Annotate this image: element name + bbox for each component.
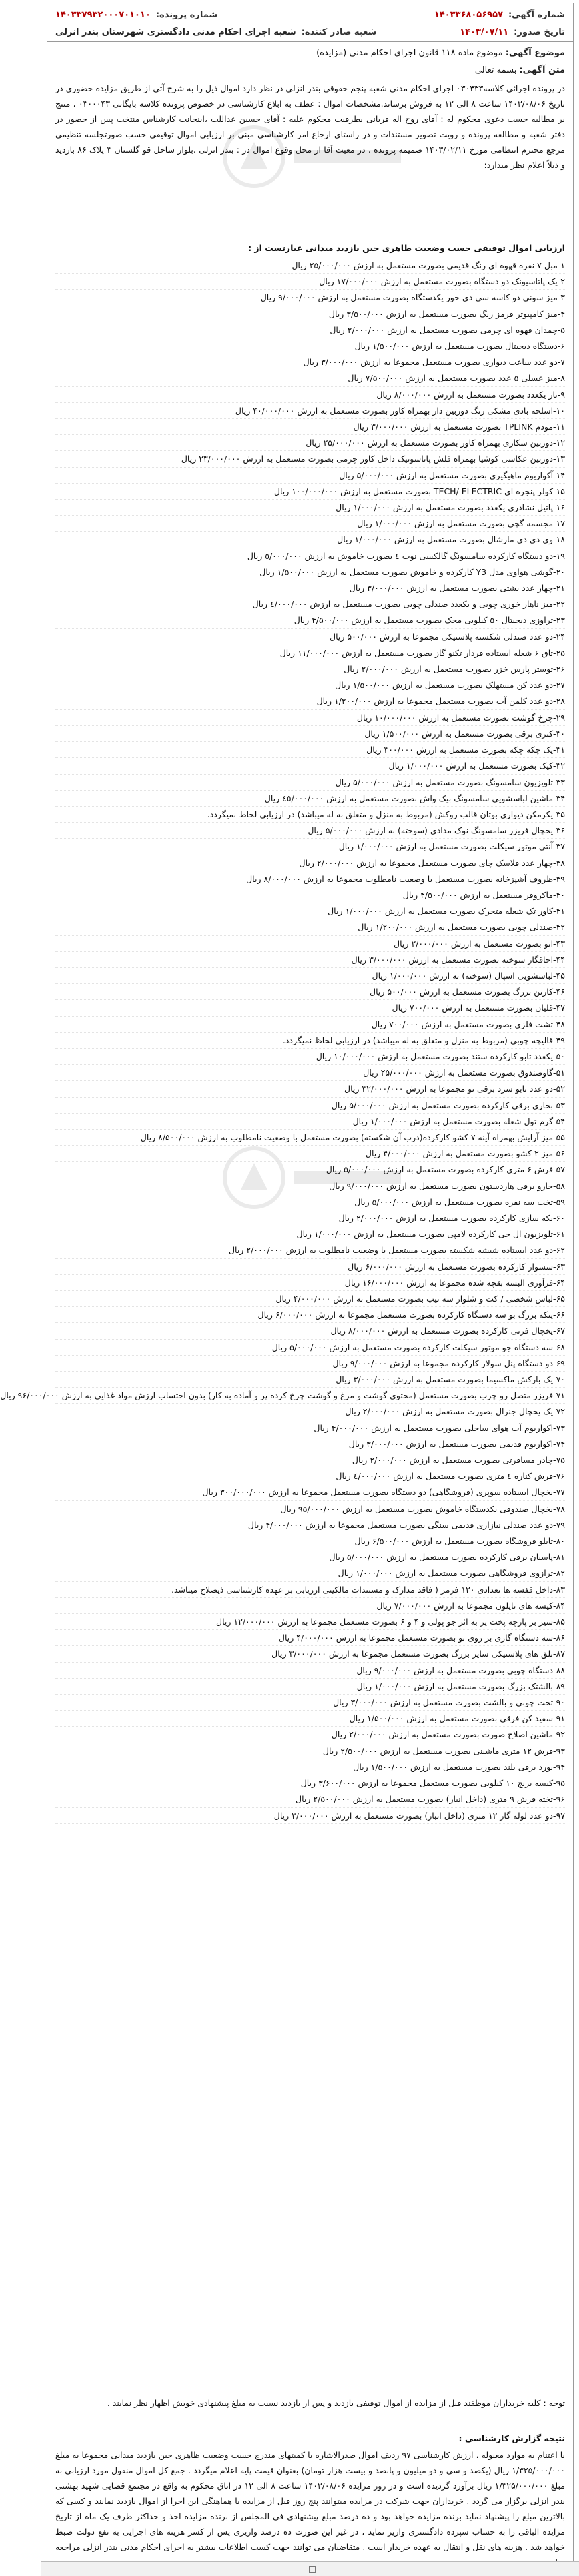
item-row: ۶۴-فرآوری البسه بقچه شده مجموعا به ارزش ۱۶/۰۰۰/۰۰۰ ریال — [55, 1275, 565, 1291]
item-row: ۱۲-دوربین شکاری بهمراه کاور بصورت مستعمل به ارزش ۲۵/۰۰۰/۰۰۰ ریال — [55, 435, 565, 451]
item-row: ۴۱-کاور تک شعله متحرک بصورت مستعمل به ارزش ۱/۰۰۰/۰۰۰ ریال — [55, 903, 565, 919]
item-row: ۳۰-کتری برقی بصورت مستعمل به ارزش ۱/۵۰۰/۰۰۰ ریال — [55, 726, 565, 742]
item-row: ۲۸-دو عدد کلمن آب بصورت مستعمل مجموعا به ارزش ۱/۲۰۰/۰۰۰ ریال — [55, 693, 565, 709]
item-row: ۸۷-تلق های پلاستیکی سایز بزرگ بصورت مستعمل مجموعا به ارزش ۳/۰۰۰/۰۰۰ ریال — [55, 1646, 565, 1662]
item-row: ۴۷-قلیان بصورت مستعمل به ارزش ۷۰۰/۰۰۰ ریال — [55, 1000, 565, 1016]
report-paragraph: با اعتنام به موارد معنوله ، ارزش کارشناسی ۹۷ ردیف اموال صدرالاشاره با کمیتهای مندرج حسب وضعیت ظاهری حین بازدید میدانی مجموعا به مبلغ ۱/۳۲۵/۰۰۰/۰۰۰ ریال (یکصد و سی و دو میلیون و پانصد و بیست هزار تومان) بعنوان قیمت پایه اعلام میگردد . جمع کل اموال منقول مورد ارزیابی به مبلغ ۱/۳۲۵/۰۰۰/۰۰۰ ریال برآورد گردیده است و در روز مزایده ۱۴۰۳/۰۸/۰۶ ساعت ۸ الی ۱۲ در اتاق محکوم به واقع در مجتمع قضایی شهید بهشتی بندر انزلی برگزار می گردد . خریداران جهت شرکت در مزایده میتوانند پنج روز قبل از مزایده با هماهنگی این اجرا از اموال بازدید نمایند و کسی که بالاترین مبلغ را پیشنهاد نماید برنده مزایده خواهد بود و ده درصد مبلغ پیشنهادی فی المجلس از برنده مزایده اخذ و حداکثر ظرف یک ماه از تاریخ مزایده الباقی را به حساب سپرده دادگستری واریز نماید ، در غیر این صورت ده درصد واریزی پس از کسر هزینه های اجرایی به نفع دولت ضبط خواهد شد . هزینه های نقل و انتقال به عهده خریدار است . متقاضیان می توانند جهت کسب اطلاعات بیشتر به اجرای احکام مدنی بندر انزلی مراجعه — [55, 2450, 566, 2552]
item-row: ۶-دستگاه دیجیتال بصورت مستعمل به ارزش ۱/۵۰۰/۰۰۰ ریال — [55, 338, 565, 354]
notice-header — [47, 3, 573, 42]
item-row: ۸۳-داخل قفسه ها تعدادی ۱۲۰ فرمز ( فاقد مدارک و مستندات مالکیتی ارزیابی بر عهده کارشناسی ذیصلاح میباشد. — [55, 1582, 565, 1598]
notice-text-label: متن آگهی: بسمه تعالی — [474, 65, 565, 75]
item-row: ۴۴-اجاقگاز سوخته بصورت مستعمل به ارزش ۳/۰۰۰/۰۰۰ ریال — [55, 952, 565, 968]
item-row: ۴۹-قالیچه چوبی (مربوط به منزل و متعلق به له میباشد) در ارزیابی لحاظ نمیگردد. — [55, 1033, 565, 1049]
item-row: ۳۹-ظروف آشپزخانه بصورت مستعمل با وضعیت نامطلوب مجموعا به ارزش ۸/۰۰۰/۰۰۰ ریال — [55, 871, 565, 887]
item-row: ۹۳-فرش ۱۲ متری ماشینی بصورت مستعمل به ارزش ۲/۵۰۰/۰۰۰ ریال — [55, 1743, 565, 1759]
item-row: ۶۳-سشوار کارکرده بصورت مستعمل به ارزش ۶/۰۰۰/۰۰۰ ریال — [55, 1259, 565, 1275]
item-row: ۶۷-یخچال فرنی کارکرده بصورت مستعمل به ارزش ۸/۰۰۰/۰۰۰ ریال — [55, 1323, 565, 1339]
item-row: ۱۱-مودم TPLINK بصورت مستعمل به ارزش ۳/۰۰۰/۰۰۰ ریال — [55, 419, 565, 435]
item-row: ۹۱-سفید کن فرقی بصورت مستعمل به ارزش ۱/۵۰۰/۰۰۰ ریال — [55, 1711, 565, 1727]
issuing-branch: شعبه صادر کننده: شعبه اجرای احکام مدنی دادگستری شهرستان بندر انزلی — [55, 27, 377, 37]
item-row: ۴۳-اتو بصورت مستعمل به ارزش ۲/۰۰۰/۰۰۰ ریال — [55, 936, 565, 952]
item-row: ۸۰-تابلو فروشگاه بصورت مستعمل به ارزش ۶/۵۰۰/۰۰۰ ریال — [55, 1533, 565, 1549]
item-row: ۲۹-چرخ گوشت بصورت مستعمل به ارزش ۱۰/۰۰۰/۰۰۰ ریال — [55, 710, 565, 726]
issue-date: تاریخ صدور: ۱۴۰۳/۰۷/۱۱ — [460, 27, 565, 37]
item-row: ۲۷-دو عدد کن مستهلک بصورت مستعمل به ارزش ۱/۵۰۰/۰۰۰ ریال — [55, 677, 565, 693]
item-row: ۱۵-کولر پنجره ای TECH/ ELECTRIC بصورت مستعمل به ارزش ۱۰۰/۰۰۰/۰۰۰ ریال — [55, 484, 565, 500]
item-row: ۱۰-اسلحه بادی مشکی رنگ دوربین دار بهمراه کاور بصورت مستعمل به ارزش ۴۰/۰۰۰/۰۰۰ ریال — [55, 403, 565, 419]
item-row: ۷۵-چادر مسافرتی بصورت مستعمل به ارزش ۲/۰۰۰/۰۰۰ ریال — [55, 1452, 565, 1468]
item-row: ۳۵-یکرمکن دیواری بوتان قالب روکش (مربوط به منزل و متعلق به له میباشد) در ارزیابی لحاظ نمیگردد. — [55, 807, 565, 823]
item-row: ۹۵-کیسه برنج ۱۰ کیلویی بصورت مستعمل مجموعا به ارزش ۳/۶۰۰/۰۰۰ ریال — [55, 1775, 565, 1791]
item-row: ۵۷-فرش ۶ متری کارکرده بصورت مستعمل به ارزش ۵/۰۰۰/۰۰۰ ریال — [55, 1162, 565, 1178]
items-list — [0, 258, 565, 1824]
item-row: ۹۶-تخته فرش ۹ متری (داخل انبار) بصورت مستعمل به ارزش ۲/۵۰۰/۰۰۰ ریال — [55, 1791, 565, 1807]
item-row: ۳۱-یک چکه چکه بصورت مستعمل به ارزش ۳۰۰/۰۰۰ ریال — [55, 742, 565, 758]
intro-paragraph: در پرونده اجرائی کلاسه۰۳۰۴۳۳ اجرای احکام مدنی شعبه پنجم حقوقی بندر انزلی در نظر دارد اموال ذیل را به شرح آتی از طریق مزایده حضوری در تاریخ ۱۴۰۳/۰۸/۰۶ ساعت ۸ الی ۱۲ به فروش برساند.مشخصات اموال : عطف به ابلاغ کارشناسی در خصوص پرونده کلاسه بایگانی ۰۳۰۰۰۴۳ ، منتج بر مطالبه حسب دعوی محکوم له : آقای روح اله قربانی بطرفیت محکوم علیه : آقای حسین عداللت ،اینجانب کارشناس منتخب پس از حضور در دفتر شعبه و مطالعه پرونده و رویت تصویر مستندات و در راستای ارجاع امر کارشناسی مبنی بر ارزیابی اموال توقیفی حسب صورتجلسه تنظیمی مرجع محترم انتظامی مورخ ۱۴۰۳/۰۲/۱۱ ضمیمه پرونده ، در معیت آقا از محل وقوع اموال در : بندر انزلی ،بلوار ساحل قو گلستان ۳ پلاک ۸۶ بازدید و ذیلاً اعلام نظر میدارد: — [55, 83, 566, 170]
item-row: ۳۸-چهار عدد فلاسک چای بصورت مستعمل مجموعا به ارزش ۲/۰۰۰/۰۰۰ ریال — [55, 855, 565, 871]
item-row: ۸۴-کیسه های نایلون مجموعا به ارزش ۷/۰۰۰/۰۰۰ ریال — [55, 1598, 565, 1614]
item-row: ۷۹-دو عدد صندلی نیازاری قدیمی سنگی بصورت مستعمل مجموعا به ارزش ۴/۰۰۰/۰۰۰ ریال — [55, 1517, 565, 1533]
item-row: ۳۲-کیک بصورت مستعمل به ارزش ۱/۰۰۰/۰۰۰ ریال — [55, 758, 565, 774]
page-footer — [41, 2561, 579, 2576]
item-row: ۷۰-یک بارکش ماکسیما بصورت مستعمل به ارزش ۳/۰۰۰/۰۰۰ ریال — [55, 1372, 565, 1388]
item-row: ۸۲-ترازوی فروشگاهی بصورت مستعمل به ارزش ۱/۰۰۰/۰۰۰ ریال — [55, 1565, 565, 1581]
item-row: ۸۵-سیر بر پارچه پخت پر به اثر جو پولی و ۴ و ۶ بصورت مستعمل مجموعا به ارزش ۱۲/۰۰۰/۰۰۰ ریال — [55, 1614, 565, 1630]
item-row: ۳۳-تلویزیون سامسونگ بصورت مستعمل به ارزش ۵/۰۰۰/۰۰۰ ریال — [55, 775, 565, 791]
item-row: ۳-میز سونی دو کاسه سی دی خور یکدستگاه بصورت مستعمل به ارزش ۹/۰۰۰/۰۰۰ ریال — [55, 290, 565, 306]
item-row: ۵۳-بخاری برقی کارکرده بصورت مستعمل به ارزش ۵/۰۰۰/۰۰۰ ریال — [55, 1098, 565, 1114]
item-row: ۹۲-ماشین اصلاح صورت بصورت مستعمل به ارزش ۲/۰۰۰/۰۰۰ ریال — [55, 1727, 565, 1743]
ad-number: شماره آگهی: ۱۴۰۳۳۶۸۰۵۶۹۵۷ — [434, 9, 565, 20]
item-row: ۲۶-توستر پارس خزر بصورت مستعمل به ارزش ۲/۰۰۰/۰۰۰ ریال — [55, 661, 565, 677]
item-row: ۵۸-جارو برقی هاردستون بصورت مستعمل به ارزش ۹/۰۰۰/۰۰۰ ریال — [55, 1178, 565, 1194]
item-row: ۵۹-تخت سه نفره بصورت مستعمل به ارزش ۵/۰۰۰/۰۰۰ ریال — [55, 1194, 565, 1210]
item-row: ۶۵-لباس شخصی / کت و شلوار سه تیپ بصورت مستعمل به ارزش ۴/۰۰۰/۰۰۰ ریال — [55, 1291, 565, 1307]
item-row: ۲۲-میز ناهار خوری چوبی و یکعدد صندلی چوبی بصورت مستعمل به ارزش ٤/٠٠٠/٠٠٠ ریال — [55, 596, 565, 612]
item-row: ۶۱-تلویزیون ال جی کارکرده لامپی بصورت مستعمل به ارزش ۱/۰۰۰/۰۰۰ ریال — [55, 1226, 565, 1242]
reference-number: شماره پرونده: ۱۴۰۳۳۷۹۳۲۰۰۰۷۰۱۰۱۰ — [55, 9, 218, 20]
item-row: ۵۱-گاوصندوق بصورت مستعمل به ارزش ۲۵/۰۰۰/۰۰۰ ریال — [55, 1065, 565, 1081]
item-row: ۲۳-تراوزی دیجیتال ۵۰ کیلویی محک بصورت مستعمل به ارزش ۴/۵۰۰/۰۰۰ ریال — [55, 612, 565, 628]
item-row: ۶۰-یکه سازی کارکرده بصورت مستعمل به ارزش ۲/۰۰۰/۰۰۰ ریال — [55, 1210, 565, 1226]
item-row: ۹۰-تخت چوبی و بالشت بصورت مستعمل به ارزش ۳/۰۰۰/۰۰۰ ریال — [55, 1695, 565, 1711]
item-row: ۴۸-تشت فلزی بصورت مستعمل به ارزش ۷۰۰/۰۰۰ ریال — [55, 1017, 565, 1033]
item-row: ۶۶-پنکه بزرگ بو سه دستگاه کارکرده بصورت مستعمل مجموعا به ارزش ۶/۰۰۰/۰۰۰ ریال — [55, 1307, 565, 1323]
item-row: ۶۹-دو دستگاه پنل سولار کارکرده مجموعا به ارزش ۹/۰۰۰/۰۰۰ ریال — [55, 1356, 565, 1372]
item-row: ۶۲-دو عدد ایستاده شیشه شکسته بصورت مستعمل با وضعیت نامطلوب به ارزش ۲/۰۰۰/۰۰۰ ریال — [55, 1242, 565, 1258]
item-row: ۷۶-فرش کناره ٤ متری بصورت مستعمل به ارزش ٤/٠٠٠/٠٠٠ ریال — [55, 1468, 565, 1484]
item-row: ۷۸-یخچال صندوقی بکدستگاه خاموش بصورت مستعمل به ارزش ۹۵/۰۰۰/۰۰۰ ریال — [55, 1501, 565, 1517]
buyer-note: توجه : کلیه خریداران موظفند قبل از مزایده از اموال توقیفی بازدید و پس از بازدید نسبت به مبلغ پیشنهادی خویش اظهار نظر نمایند . — [107, 2398, 565, 2408]
item-row: ۳۶-یخچال فریزر سامسونگ نوک مدادی (سوخته) به ارزش ۵/۰۰۰/۰۰۰ ریال — [55, 823, 565, 839]
item-row: ۶۸-سه دستگاه جو موتور سیکلت کارکرده بصورت مستعمل به ارزش ۵/۰۰۰/۰۰۰ ریال — [55, 1340, 565, 1356]
item-row: ۸۹-بالشتک بزرگ بصورت مستعمل به ارزش ۱/۰۰۰/۰۰۰ ریال — [55, 1679, 565, 1695]
item-row: ۷۳-اکواریوم آب هوای ساحلی بصورت مستعمل به ارزش ۴/۰۰۰/۰۰۰ ریال — [55, 1420, 565, 1436]
item-row: ۷۷-یخچال ایستاده سوپری (فروشگاهی) دو دستگاه بصورت مستعمل مجموعا به ارزش ۳۰۰/۰۰۰/۰۰۰ ریال — [55, 1484, 565, 1500]
item-row: ۴۰-ماکروفر مستعمل به ارزش ۴/۵۰۰/۰۰۰ ریال — [55, 887, 565, 903]
item-row: ۳۷-آنتی موتور سیکلت بصورت مستعمل به ارزش ۱/۰۰۰/۰۰۰ ریال — [55, 839, 565, 855]
item-row: ۵-چمدان قهوه ای چرمی بصورت مستعمل به ارزش ۲/۰۰۰/۰۰۰ ریال — [55, 322, 565, 338]
notice-sheet — [0, 3, 574, 2573]
item-row: ۹-تار یکعدد بصورت مستعمل به ارزش ۸/۰۰۰/۰۰۰ ریال — [55, 387, 565, 403]
item-row: ۵۴-گرم تول شعله بصورت مستعمل به ارزش ۱/۰۰۰/۰۰۰ ریال — [55, 1114, 565, 1130]
item-row: ۵۰-یکعدد تابو کارکرده ستند بصورت مستعمل به ارزش ۱۰/۰۰۰/۰۰۰ ریال — [55, 1049, 565, 1065]
item-row: ۳۴-ماشین لباسشویی سامسونگ بیک واش بصورت مستعمل به ارزش ٤٥/٠٠٠/٠٠٠ ریال — [55, 791, 565, 807]
item-row: ۷۴-اکواریوم قدیمی بصورت مستعمل به ارزش ۳/۰۰۰/۰۰۰ ریال — [55, 1436, 565, 1452]
item-row: ۷۲-یک یخچال جنرال بصورت مستعمل به ارزش ۲/۰۰۰/۰۰۰ ریال — [55, 1404, 565, 1420]
item-row: ۲-یک پاتاسیونک دو دستگاه بصورت مستعمل به ارزش ۱۷/۰۰۰/۰۰۰ ریال — [55, 274, 565, 290]
item-row: ۴۲-صندلی چوبی بصورت مستعمل به ارزش ۱/۲۰۰/۰۰۰ ریال — [55, 919, 565, 935]
footer-logo-icon — [309, 2566, 316, 2573]
item-row: ۵۲-دو عدد تابو سرد برقی نو مجموعا به ارزش ۳۲/۰۰۰/۰۰۰ ریال — [55, 1081, 565, 1097]
item-row: ۲۴-دو عدد صندلی شکسته پلاستیکی مجموعا به ارزش ۵۰۰/۰۰۰ ریال — [55, 629, 565, 645]
item-row: ۹۴-بورد برقی بلند بصورت مستعمل به ارزش ۱/۵۰۰/۰۰۰ ریال — [55, 1759, 565, 1775]
items-title: ارزیابی اموال توقیفی حسب وضعیت ظاهری حین بازدید میدانی عبارتست از : — [248, 243, 565, 253]
item-row: ۱۳-دوربین عکاسی کوشیا بهمراه فلش پاناسونیک داخل کاور چرمی بصورت مستعمل به ارزش ۲۳/۰۰۰/۰۰۰ ریال — [55, 451, 565, 467]
item-row: ۴۵-لباسشویی اسپال (سوخته) به ارزش ۱/۰۰۰/۰۰۰ ریال — [55, 968, 565, 984]
notice-subject: موضوع آگهی: موضوع ماده ۱۱۸ قانون اجرای احکام مدنی (مزایده) — [316, 48, 565, 58]
item-row: ۸۱-پاسبان برقی کارکرده بصورت مستعمل به ارزش ۵/۰۰۰/۰۰۰ ریال — [55, 1549, 565, 1565]
item-row: ۸۸-دستگاه چوبی بصورت مستعمل به ارزش ۹/۰۰۰/۰۰۰ ریال — [55, 1663, 565, 1679]
item-row: ۸-میز عسلی ۵ عدد بصورت مستعمل به ارزش ۷/۵۰۰/۰۰۰ ریال — [55, 370, 565, 386]
item-row: ۷-دو عدد ساعت دیواری بصورت مستعمل مجموعا به ارزش ۳/۰۰۰/۰۰۰ ریال — [55, 354, 565, 370]
item-row: ۵۵-میز آرایش بهمراه آینه ۷ کشو کارکرده(درب آن شکسته) بصورت مستعمل با وضعیت نامطلوب به ارزش ۸/۵۰۰/۰۰۰ ریال — [55, 1130, 565, 1146]
item-row: ۴۶-کارتن بزرگ بصورت مستعمل به ارزش ۵۰۰/۰۰۰ ریال — [55, 984, 565, 1000]
item-row: ۱۴-آکواریوم ماهیگیری بصورت مستعمل به ارزش ۵/۰۰۰/۰۰۰ ریال — [55, 468, 565, 484]
item-row: ۱۶-پاتیل نشادری یکعدد بصورت مستعمل به ارزش ۱/۰۰۰/۰۰۰ ریال — [55, 500, 565, 516]
item-row: ۵۶-میز ۲ کشو بصورت مستعمل به ارزش ۴/۰۰۰/۰۰۰ ریال — [55, 1146, 565, 1162]
item-row: ۲۱-چهار عدد بشتی بصورت مستعمل به ارزش ۳/۰۰۰/۰۰۰ ریال — [55, 580, 565, 596]
item-row: ۱۹-دو دستگاه کارکرده سامسونگ گالکسی نوت ٤ بصورت خاموش به ارزش ٥/٠٠٠/٠٠٠ ريال — [55, 548, 565, 564]
item-row: ۴-میز کامپیوتر قرمز رنگ بصورت مستعمل به ارزش ۳/۵۰۰/۰۰۰ ریال — [55, 306, 565, 322]
report-title: نتیجه گزارش کارشناسی : — [458, 2433, 565, 2443]
item-row: ۱-مبل ۷ نفره قهوه ای رنگ قدیمی بصورت مستعمل به ارزش ۲۵/۰۰۰/۰۰۰ ریال — [55, 258, 565, 274]
item-row: ۷۱-فریزر متصل رو چرب بصورت مستعمل (محتوی گوشت و مرغ و گوشت چرخ کرده پر و آماده به کار) بدون احتساب ارزش مواد غذایی به ارزش ۹۶/۰۰۰/۰۰۰ ریال — [55, 1388, 565, 1404]
item-row: ۲۵-تاق ۶ شعله ایستاده فردار تکنو گاز بصورت مستعمل به ارزش ۱۱/۰۰۰/۰۰۰ ریال — [55, 645, 565, 661]
item-row: ۹۷-دو عدد لوله گاز ۱۲ متری (داخل انبار) بصورت مستعمل به ارزش ۳/۰۰۰/۰۰۰ ریال — [55, 1808, 565, 1824]
item-row: ۲۰-گوشی هواوی مدل Y3 کارکرده و خاموش بصورت مستعمل به ارزش ۱/۵۰۰/۰۰۰ ریال — [55, 564, 565, 580]
item-row: ۱۸-وی دی دی مارشال بصورت مستعمل به ارزش ۱/۰۰۰/۰۰۰ ریال — [55, 532, 565, 548]
item-row: ۱۷-مجسمه گچی بصورت مستعمل به ارزش ۱/۰۰۰/۰۰۰ ریال — [55, 516, 565, 532]
item-row: ۸۶-سه دستگاه گازی بر روی بو بصورت مستعمل مجموعا به ارزش ۴/۰۰۰/۰۰۰ ریال — [55, 1630, 565, 1646]
